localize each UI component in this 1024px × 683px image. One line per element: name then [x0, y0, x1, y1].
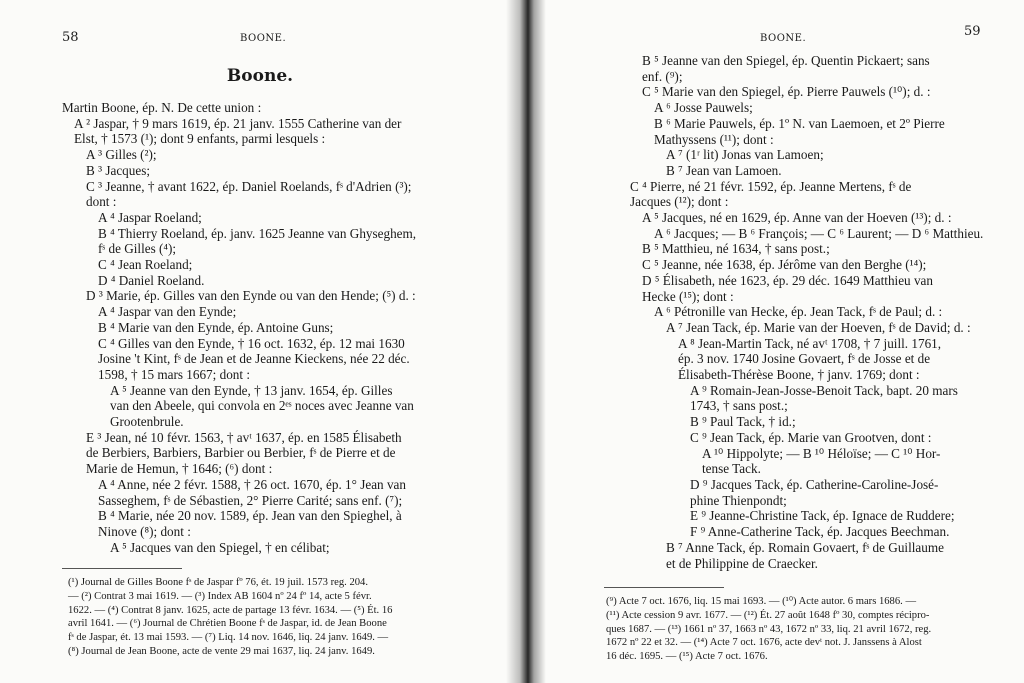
text-line: de Berbiers, Barbiers, Barbier ou Berbier, fˢ de Pierre et de [86, 445, 396, 461]
text-line: Martin Boone, ép. N. De cette union : [62, 100, 262, 115]
text-line: A ⁵ Jacques van den Spiegel, † en célibat; [110, 539, 330, 555]
text-line: A ⁶ Pétronille van Hecke, ép. Jean Tack, fˢ de Paul; d. : [654, 304, 943, 320]
text-line: A ³ Gilles (²); [86, 147, 157, 163]
genealogy-text [524, 53, 994, 571]
text-line: Grootenbrule. [110, 414, 184, 430]
text-line: B ⁴ Marie, née 20 nov. 1589, ép. Jean van den Spieghel, à [98, 508, 402, 524]
footnote-line: (⁸) Journal de Jean Boone, acte de vente 29 mai 1637, liq. 24 janv. 1649. [68, 645, 375, 657]
footnote-line: (¹) Journal de Gilles Boone fˢ de Jaspar fº 76, ét. 19 juil. 1573 reg. 204. [68, 577, 368, 588]
text-line: A ⁴ Jaspar van den Eynde; [98, 304, 237, 320]
text-line: D ⁴ Daniel Roeland. [98, 272, 205, 288]
text-line: E ⁹ Jeanne-Christine Tack, ép. Ignace de Ruddere; [690, 508, 955, 524]
text-line: tense Tack. [702, 461, 761, 477]
text-line: van den Abeele, qui convola en 2ᵉˢ noces avec Jeanne van [110, 398, 414, 414]
text-line: A ⁶ Josse Pauwels; [654, 100, 753, 116]
text-line: B ⁷ Anne Tack, ép. Romain Govaert, fˢ de Guillaume [666, 539, 944, 555]
text-line: Jacques (¹²); dont : [630, 194, 729, 210]
text-line: B ⁶ Marie Pauwels, ép. 1º N. van Laemoen, et 2º Pierre [654, 115, 945, 131]
text-line: A ¹⁰ Hippolyte; — B ¹⁰ Héloïse; — C ¹⁰ Hor- [702, 445, 941, 461]
text-line: A ⁸ Jean-Martin Tack, né avᵗ 1708, † 7 juill. 1761, [678, 335, 942, 351]
text-line: A ⁶ Jacques; — B ⁶ François; — C ⁶ Laurent; — D ⁶ Matthieu. [654, 225, 984, 241]
text-line: Elst, † 1573 (¹); dont 9 enfants, parmi lesquels : [74, 131, 326, 147]
text-line: Ninove (⁸); dont : [98, 523, 191, 539]
footnotes [606, 595, 1016, 664]
text-line: B ⁹ Paul Tack, † id.; [690, 414, 796, 430]
text-line: 1598, † 15 mars 1667; dont : [98, 366, 251, 382]
text-line: A ⁷ (1ʳ lit) Jonas van Lamoen; [666, 147, 824, 163]
text-line: fˢ de Gilles (⁴); [98, 241, 177, 257]
footnote-line: 1672 nº 22 et 32. — (¹⁴) Acte 7 oct. 1676, acte devᵗ not. J. Janssens à Alost [606, 637, 922, 649]
footnote-line: 1622. — (⁴) Contrat 8 janv. 1625, acte de partage 13 févr. 1634. — (⁵) Ét. 16 [68, 604, 393, 616]
footnote-line: avril 1641. — (⁶) Journal de Chrétien Boone fˢ de Jaspar, id. de Jean Boone [68, 618, 387, 630]
footnote-line: — (²) Contrat 3 mai 1619. — (³) Index AB 1604 nº 24 fº 14, acte 5 févr. [68, 590, 372, 602]
text-line: Hecke (¹⁵); dont : [642, 288, 734, 304]
right-page [524, 0, 1024, 683]
text-line: B ⁵ Matthieu, né 1634, † sans post.; [642, 241, 830, 257]
text-line: A ² Jaspar, † 9 mars 1619, ép. 21 janv. 1555 Catherine van der [74, 115, 402, 131]
text-line: A ⁷ Jean Tack, ép. Marie van der Hoeven, fˢ de David; d. : [666, 319, 971, 335]
text-line: Marie de Hemun, † 1646; (⁶) dont : [86, 461, 273, 477]
section-title: Boone. [226, 66, 294, 86]
text-line: E ³ Jean, né 10 févr. 1563, † avᵗ 1637, ép. en 1585 Élisabeth [86, 429, 402, 445]
text-line: ép. 3 nov. 1740 Josine Govaert, fˢ de Josse et de [678, 351, 931, 367]
text-line: Sasseghem, fˢ de Sébastien, 2° Pierre Carité; sans enf. (⁷); [98, 492, 403, 508]
text-line: enf. (⁹); [642, 68, 683, 84]
text-line: Josine 't Kint, fˢ de Jean et de Jeanne Kieckens, née 22 déc. [98, 351, 410, 367]
footnote-rule [604, 587, 724, 588]
text-line: B ⁴ Thierry Roeland, ép. janv. 1625 Jeanne van Ghyseghem, [98, 225, 417, 241]
text-line: C ³ Jeanne, † avant 1622, ép. Daniel Roelands, fˢ d'Adrien (³); [86, 178, 412, 194]
text-line: F ⁹ Anne-Catherine Tack, ép. Jacques Beechman. [690, 524, 950, 540]
text-line: A ⁴ Jaspar Roeland; [98, 209, 202, 225]
text-line: C ⁵ Marie van den Spiegel, ép. Pierre Pauwels (¹⁰); d. : [642, 84, 931, 100]
text-line: C ⁹ Jean Tack, ép. Marie van Grootven, dont : [690, 429, 932, 445]
running-head: BOONE. [760, 33, 807, 44]
text-line: B ³ Jacques; [86, 162, 151, 178]
text-line: C ⁵ Jeanne, née 1638, ép. Jérôme van den Berghe (¹⁴); [642, 257, 927, 273]
footnote-line: (⁹) Acte 7 oct. 1676, liq. 15 mai 1693. — (¹⁰) Acte autor. 6 mars 1686. — [606, 596, 917, 607]
text-line: Mathyssens (¹¹); dont : [654, 131, 774, 147]
footnote-line: (¹¹) Acte cession 9 avr. 1677. — (¹²) Ét. 27 août 1648 fº 30, comptes récipro- [606, 609, 930, 621]
text-line: B ⁵ Jeanne van den Spiegel, ép. Quentin Pickaert; sans [642, 53, 930, 68]
genealogy-text [62, 100, 512, 555]
text-line: B ⁴ Marie van den Eynde, ép. Antoine Guns; [98, 319, 334, 335]
text-line: et de Philippine de Craecker. [666, 555, 818, 571]
footnote-line: ques 1687. — (¹³) 1661 nº 37, 1663 nº 43, 1672 nº 33, liq. 21 avril 1672, reg. [606, 623, 932, 635]
text-line: C ⁴ Pierre, né 21 févr. 1592, ép. Jeanne Mertens, fˢ de [630, 178, 912, 194]
text-line: B ⁷ Jean van Lamoen. [666, 162, 782, 178]
text-line: 1743, † sans post.; [690, 398, 788, 414]
footnote-rule [62, 568, 182, 569]
text-line: C ⁴ Jean Roeland; [98, 257, 193, 273]
text-line: A ⁵ Jeanne van den Eynde, † 13 janv. 1654, ép. Gilles [110, 382, 393, 398]
running-head: BOONE. [240, 33, 287, 44]
text-line: D ⁵ Élisabeth, née 1623, ép. 29 déc. 1649 Matthieu van [642, 272, 933, 288]
footnote-line: fˢ de Jaspar, ét. 13 mai 1593. — (⁷) Liq. 14 nov. 1646, liq. 24 janv. 1649. — [68, 632, 389, 644]
text-line: A ⁵ Jacques, né en 1629, ép. Anne van der Hoeven (¹³); d. : [642, 210, 952, 226]
text-line: D ³ Marie, ép. Gilles van den Eynde ou van den Hende; (⁵) d. : [86, 288, 416, 304]
page-number: 59 [964, 24, 981, 39]
footnote-line: 16 déc. 1695. — (¹⁵) Acte 7 oct. 1676. [606, 651, 768, 663]
text-line: A ⁹ Romain-Jean-Josse-Benoit Tack, bapt. 20 mars [690, 382, 958, 398]
text-line: A ⁴ Anne, née 2 févr. 1588, † 26 oct. 1670, ép. 1° Jean van [98, 476, 406, 492]
footnotes [68, 576, 513, 659]
text-line: C ⁴ Gilles van den Eynde, † 16 oct. 1632, ép. 12 mai 1630 [98, 335, 405, 351]
text-line: D ⁹ Jacques Tack, ép. Catherine-Caroline-José- [690, 476, 939, 492]
page-number: 58 [62, 30, 79, 45]
text-line: phine Thienpondt; [690, 492, 787, 508]
text-line: Élisabeth-Thérèse Boone, † janv. 1769; dont : [678, 367, 920, 383]
text-line: dont : [86, 194, 117, 210]
